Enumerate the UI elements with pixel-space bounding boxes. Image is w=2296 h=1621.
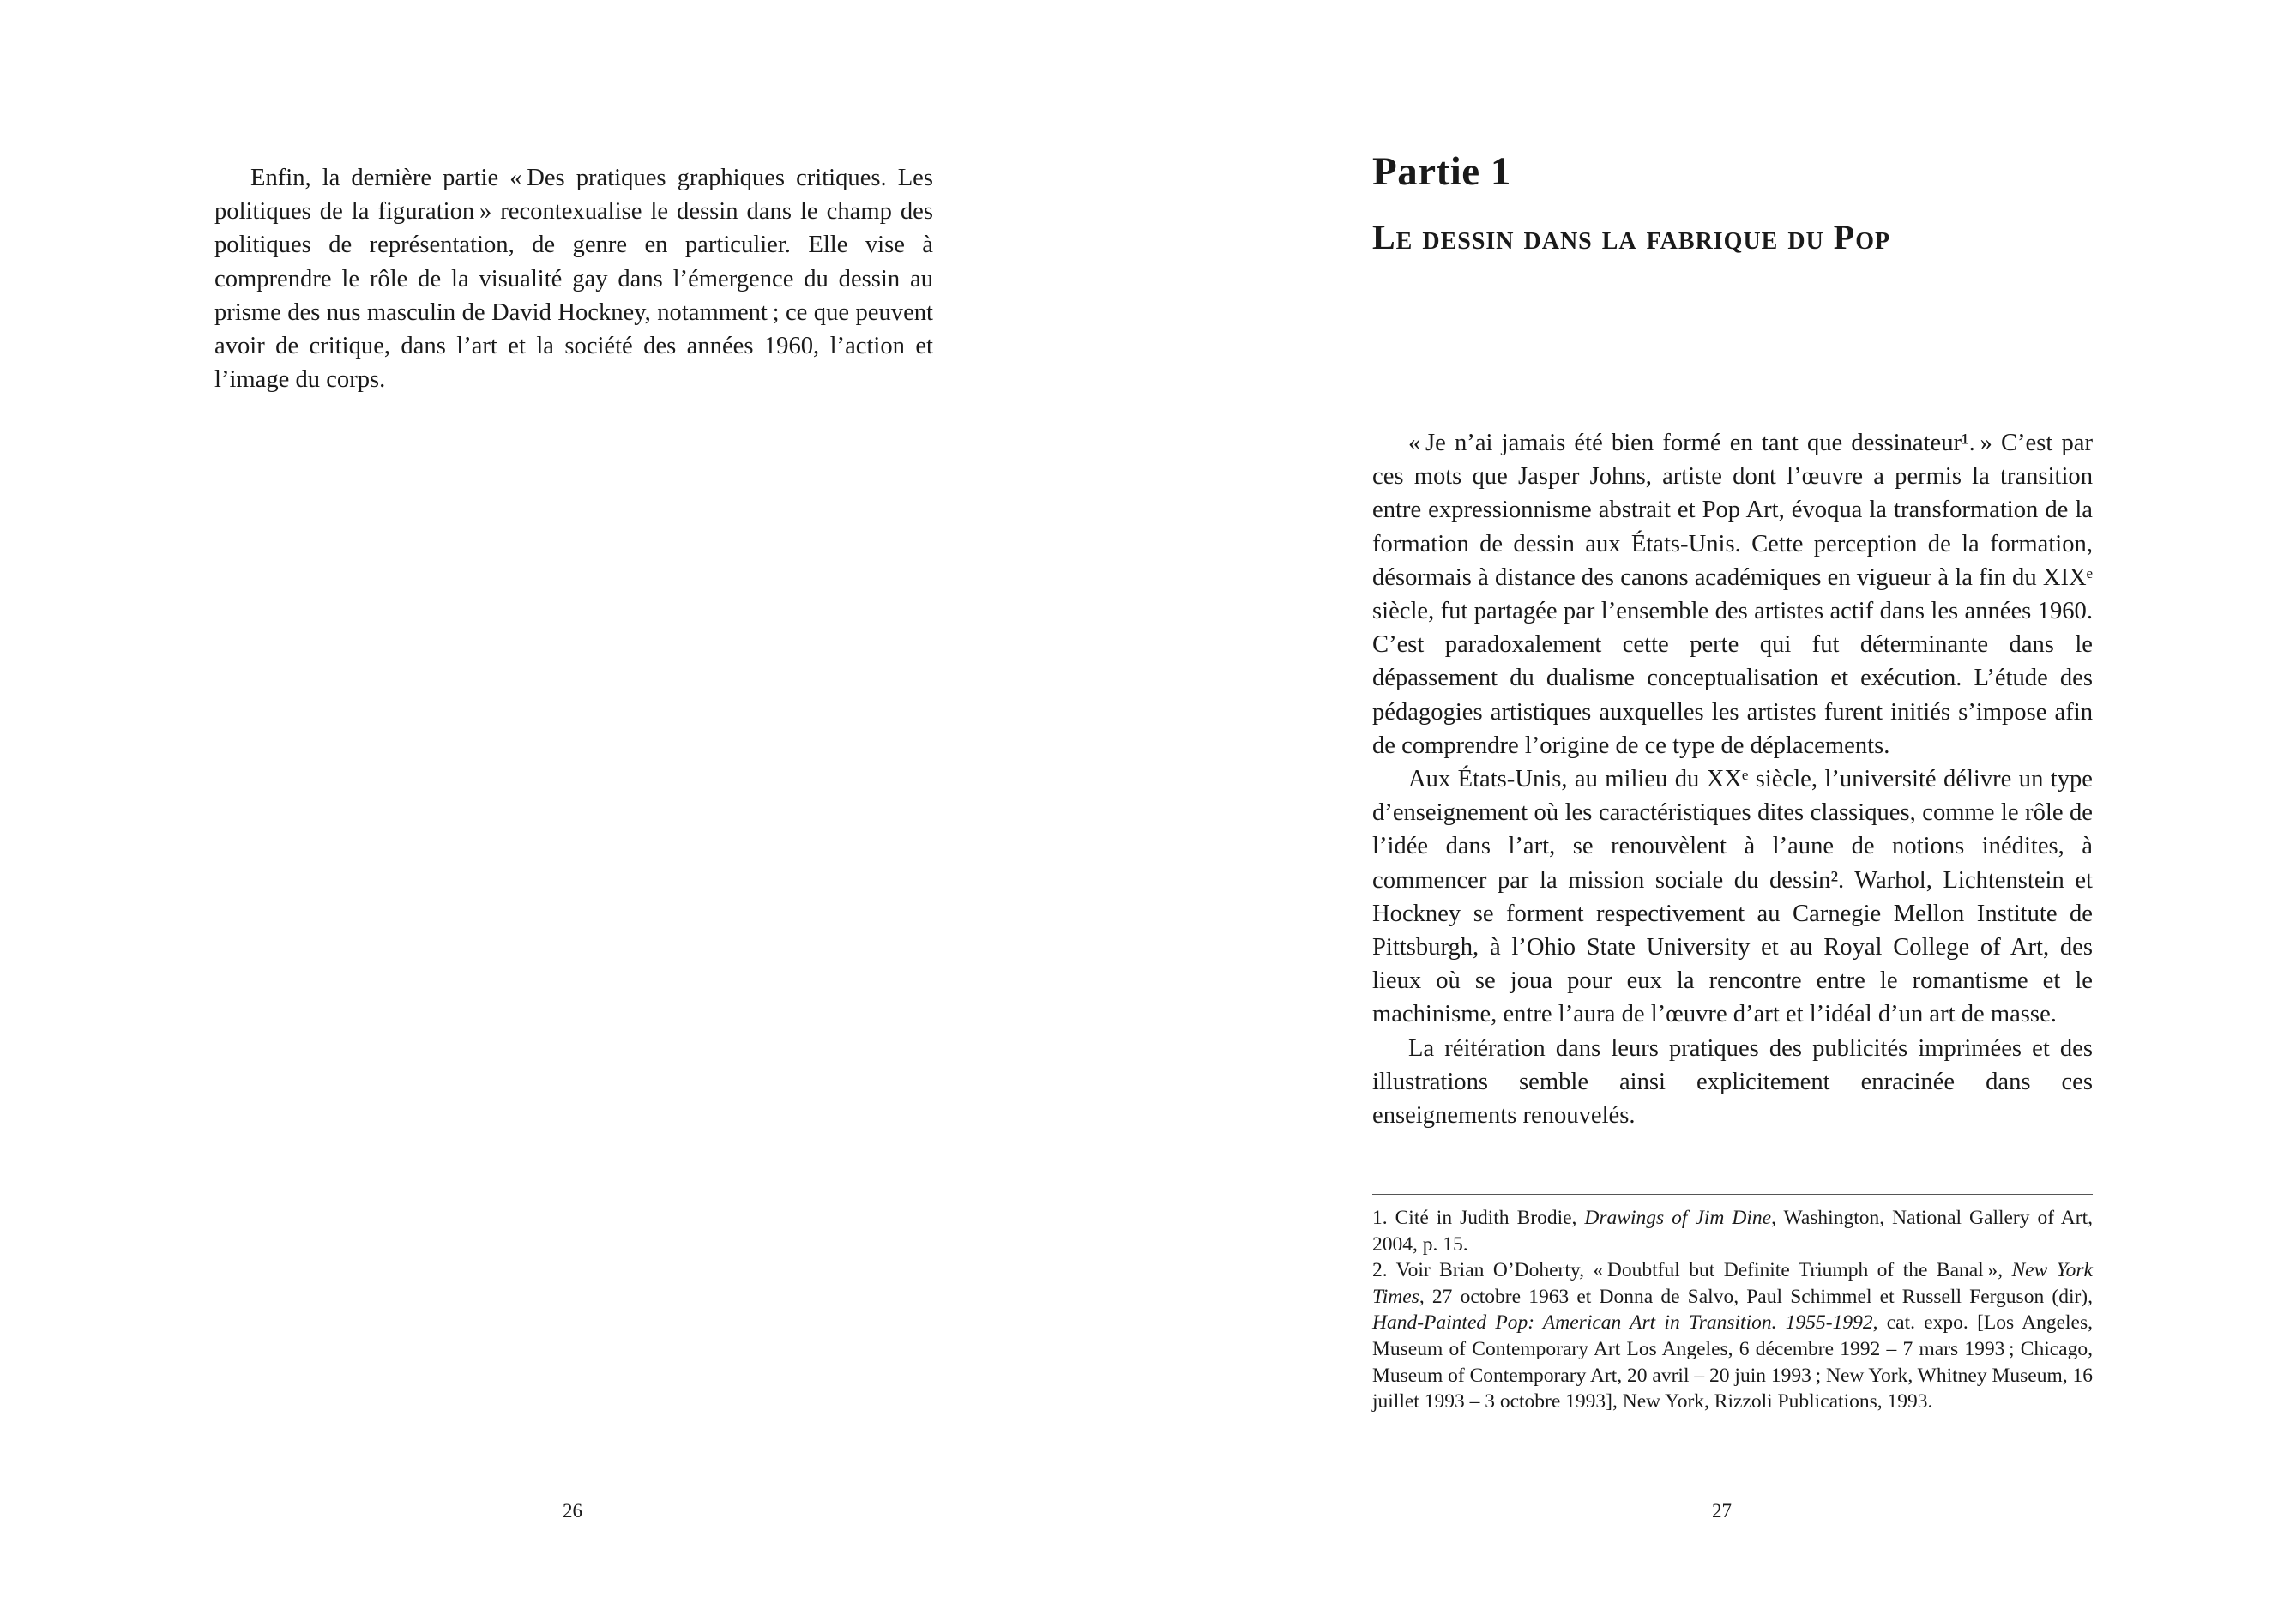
- footnote-title: Drawings of Jim Dine: [1584, 1207, 1772, 1229]
- right-page: [1148, 0, 2296, 1621]
- footnote-text: 2. Voir Brian O’Doherty, « Doubtful but Definite Triumph of the Banal »,: [1372, 1259, 2012, 1282]
- footnote-text: 1. Cité in Judith Brodie,: [1372, 1207, 1585, 1229]
- footnote-text: , cat. expo. [Los Angeles, Museum of Contemporary Art Los Angeles, 6 décembre 1992 – 7 mars 1993 ; Chicago, Museum of Contemporary Art, 20 avril – 20 juin 1993 ; New York, Whitney Museum, 16 juillet 1993 – 3 octobre 1993], New York, Rizzoli Publications, 1993.: [1372, 1311, 2093, 1413]
- paragraph: Enfin, la dernière partie « Des pratiques graphiques critiques. Les politiques de la figuration » recontexualise le dessin dans le champ des politiques de représentation, de genre en particulier. Elle vise à comprendre le rôle de la visualité gay dans l’émergence du dessin au prisme des nus masculin de David Hockney, notamment ; ce que peuvent avoir de critique, dans l’art et la société des années 1960, l’action et l’image du corps.: [214, 165, 933, 394]
- footnote-title: New York Times: [1372, 1259, 2093, 1308]
- footnote-text: , Washington, National Gallery of Art, 2004, p. 15.: [1372, 1207, 2094, 1256]
- part-title: Partie 1: [1372, 149, 1511, 194]
- footnote-title: Hand-Painted Pop: American Art in Transition. 1955-1992: [1372, 1311, 1873, 1335]
- chapter-title: Le dessin dans la fabrique du Pop: [1372, 218, 1891, 256]
- page-number: 26: [563, 1500, 582, 1522]
- footnotes: [1372, 1194, 2093, 1415]
- footnote-text: , 27 octobre 1963 et Donna de Salvo, Paul Schimmel et Russell Ferguson (dir),: [1419, 1285, 2093, 1308]
- paragraph: Aux États-Unis, au milieu du XXᵉ siècle, l’université délivre un type d’enseignement où les caractéristiques dites classiques, comme le rôle de l’idée dans l’art, se renouvèlent à l’aune de notions inédites, à commencer par la mission sociale du dessin². Warhol, Lichtenstein et Hockney se forment respectivement au Carnegie Mellon Institute de Pittsburgh, à l’Ohio State University et au Royal College of Art, des lieux où se joua pour eux la rencontre entre le romantisme et le machinisme, entre l’aura de l’œuvre d’art et l’idéal d’un art de masse.: [1372, 766, 2093, 1028]
- paragraph: La réitération dans leurs pratiques des publicités imprimées et des illustrations semble ainsi explicitement enracinée dans ces enseignements renouvelés.: [1372, 1034, 2093, 1130]
- footnote-1: [1372, 1205, 2093, 1257]
- left-body-text: [214, 161, 933, 396]
- footnote-2: [1372, 1257, 2093, 1415]
- heading-block: [1372, 146, 2093, 259]
- paragraph: « Je n’ai jamais été bien formé en tant que dessinateur¹. » C’est par ces mots que Jasper Johns, artiste dont l’œuvre a permis la transition entre expressionnisme abstrait et Pop Art, évoqua la transformation de la formation de dessin aux États-Unis. Cette perception de la formation, désormais à distance des canons académiques en vigueur à la fin du XIXᵉ siècle, fut partagée par l’ensemble des artistes actif dans les années 1960. C’est paradoxalement cette perte qui fut déterminante dans le dépassement du dualisme conceptualisation et exécution. L’étude des pédagogies artistiques auxquelles les artistes furent initiés s’impose afin de comprendre l’origine de ce type de déplacements.: [1372, 430, 2093, 759]
- right-body-text: [1372, 426, 2093, 1132]
- page-number: 27: [1712, 1500, 1732, 1522]
